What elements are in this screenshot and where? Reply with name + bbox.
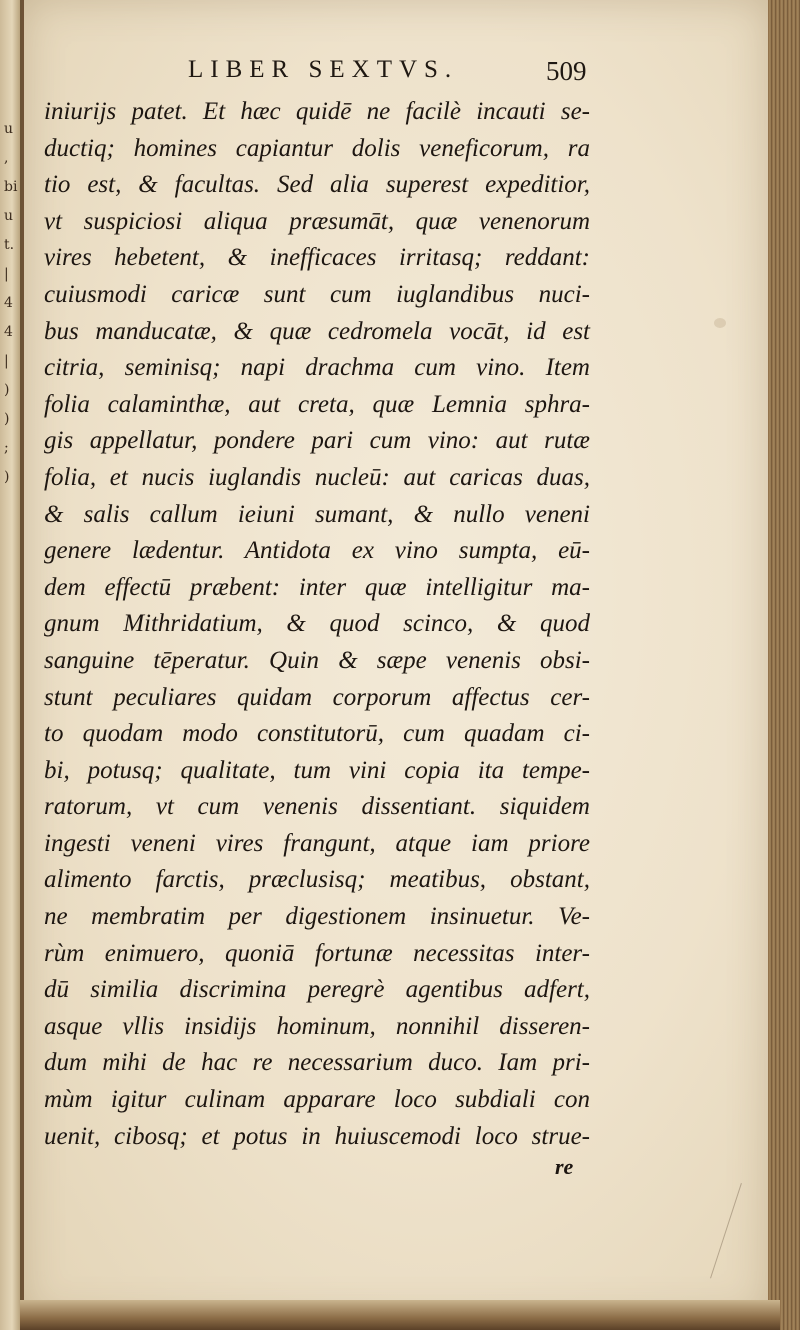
text-line: ductiq; homines capiantur dolis veneficorum, ra — [44, 134, 590, 162]
text-line: bi, potusq; qualitate, tum vini copia ita tempe- — [44, 756, 590, 784]
text-line: citria, seminisq; napi drachma cum vino. Item — [44, 354, 590, 382]
text-line: dem effectū præbent: inter quæ intelligitur ma- — [44, 573, 590, 601]
text-line: ne membratim per digestionem insinuetur. Ve- — [44, 903, 590, 931]
text-line: tio est, & facultas. Sed alia superest expeditior, — [44, 171, 590, 199]
paper-stain — [714, 318, 726, 328]
text-line: alimento farctis, præclusisq; meatibus, obstant, — [44, 866, 590, 894]
text-line: vires hebetent, & inefficaces irritasq; reddant: — [44, 244, 590, 272]
text-line: folia calaminthæ, aut creta, quæ Lemnia sphra- — [44, 390, 590, 418]
previous-page-marks: u , bi u t. | 4 4 | ) ) ; ) — [4, 121, 18, 485]
page-number: 509 — [546, 56, 587, 86]
bottom-edge — [20, 1300, 780, 1330]
text-line: ratorum, vt cum venenis dissentiant. siquidem — [44, 793, 590, 821]
text-line: gnum Mithridatium, & quod scinco, & quod — [44, 610, 590, 638]
text-line: stunt peculiares quidam corporum affectus cer- — [44, 683, 590, 711]
text-line: folia, et nucis iuglandis nucleū: aut caricas duas, — [44, 463, 590, 491]
text-line: sanguine tēperatur. Quin & sæpe venenis obsi- — [44, 646, 590, 674]
text-line: bus manducatæ, & quæ cedromela vocāt, id est — [44, 317, 590, 345]
text-line: iniurijs patet. Et hæc quidē ne facilè incauti se- — [44, 98, 590, 125]
text-line: uenit, cibosq; et potus in huiuscemodi loco strue- — [44, 1122, 590, 1150]
text-line: vt suspiciosi aliqua præsumāt, quæ venenorum — [44, 207, 590, 235]
text-line: rùm enimuero, quoniā fortunæ necessitas inter- — [44, 939, 590, 967]
text-line: to quodam modo constitutorū, cum quadam ci- — [44, 720, 590, 748]
text-line: cuiusmodi caricæ sunt cum iuglandibus nuci- — [44, 280, 590, 308]
text-line: ingesti veneni vires frangunt, atque iam priore — [44, 829, 590, 857]
previous-page-edge — [0, 0, 22, 1330]
fore-edge — [768, 0, 800, 1330]
text-line: genere lædentur. Antidota ex vino sumpta, eū- — [44, 537, 590, 565]
running-head: LIBER SEXTVS. — [188, 56, 459, 83]
text-line: dum mihi de hac re necessarium duco. Iam pri- — [44, 1049, 590, 1077]
catchword: re — [555, 1154, 574, 1179]
text-line: gis appellatur, pondere pari cum vino: aut rutæ — [44, 427, 590, 455]
text-line: dū similia discrimina peregrè agentibus adfert, — [44, 976, 590, 1004]
body-text — [44, 94, 590, 1155]
text-line: asque vllis insidijs hominum, nonnihil disseren- — [44, 1012, 590, 1040]
text-line: & salis callum ieiuni sumant, & nullo veneni — [44, 500, 590, 528]
text-line: mùm igitur culinam apparare loco subdiali con — [44, 1086, 590, 1114]
